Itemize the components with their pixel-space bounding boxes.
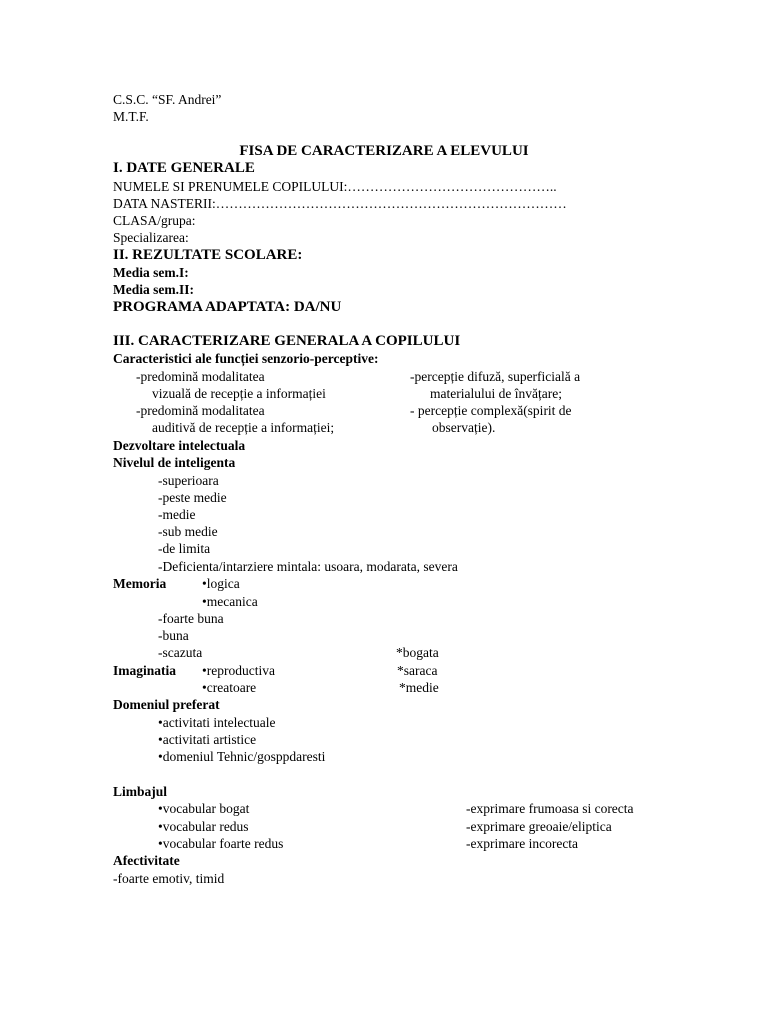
imagination-type: •reproductiva: [202, 663, 275, 678]
senzorio-right-1a: -percepție difuză, superficială a: [410, 369, 581, 384]
imagination-label: Imaginatia: [113, 663, 177, 678]
vocabulary-item: •vocabular bogat: [158, 801, 250, 816]
senzorio-heading: Caracteristici ale funcției senzorio-perceptive:: [113, 351, 379, 366]
intelligence-item: -Deficienta/intarziere mintala: usoara, modarata, severa: [158, 559, 458, 574]
intelligence-item: -superioara: [158, 473, 219, 488]
imagination-level: *bogata: [396, 645, 439, 660]
memory-level: -scazuta: [158, 645, 203, 660]
language-heading: Limbajul: [113, 784, 168, 799]
section-general-heading: I. DATE GENERALE: [113, 160, 255, 176]
senzorio-left-1b: vizuală de recepție a informației: [152, 386, 326, 401]
class-field: CLASA/grupa:: [113, 213, 196, 228]
affectivity-item: -foarte emotiv, timid: [113, 871, 225, 886]
senzorio-left-2a: -predomină modalitatea: [136, 403, 265, 418]
affectivity-heading: Afectivitate: [113, 853, 180, 868]
unit-name: M.T.F.: [113, 109, 149, 124]
imagination-level: *medie: [399, 680, 439, 695]
specialization-field: Specializarea:: [113, 230, 189, 245]
semester2-average: Media sem.II:: [113, 282, 194, 297]
imagination-level: *saraca: [397, 663, 438, 678]
expression-item: -exprimare frumoasa si corecta: [466, 801, 634, 816]
senzorio-right-2a: - percepție complexă(spirit de: [410, 403, 572, 418]
preferred-domain-item: •activitati artistice: [158, 732, 257, 747]
intellect-heading: Dezvoltare intelectuala: [113, 438, 246, 453]
child-name-field: NUMELE SI PRENUMELE COPILULUI:………………………………………..: [113, 179, 557, 194]
memory-level: -buna: [158, 628, 189, 643]
memory-type: •mecanica: [202, 594, 258, 609]
page-title: FISA DE CARACTERIZARE A ELEVULUI: [239, 143, 529, 159]
intelligence-item: -de limita: [158, 541, 211, 556]
vocabulary-item: •vocabular foarte redus: [158, 836, 284, 851]
section-characterization-heading: III. CARACTERIZARE GENERALA A COPILULUI: [113, 333, 461, 349]
preferred-domain-heading: Domeniul preferat: [113, 697, 220, 712]
vocabulary-item: •vocabular redus: [158, 819, 249, 834]
section-results-heading: II. REZULTATE SCOLARE:: [113, 247, 303, 263]
expression-item: -exprimare greoaie/eliptica: [466, 819, 612, 834]
expression-item: -exprimare incorecta: [466, 836, 579, 851]
senzorio-right-1b: materialului de învățare;: [430, 386, 562, 401]
imagination-type: •creatoare: [202, 680, 257, 695]
birth-date-field: DATA NASTERII:……………………………………………………………………: [113, 196, 567, 211]
school-name: C.S.C. “SF. Andrei”: [113, 92, 222, 107]
senzorio-right-2b: observație).: [432, 420, 496, 435]
memory-level: -foarte buna: [158, 611, 224, 626]
semester1-average: Media sem.I:: [113, 265, 189, 280]
senzorio-left-1a: -predomină modalitatea: [136, 369, 265, 384]
intelligence-item: -medie: [158, 507, 196, 522]
memory-type: •logica: [202, 576, 240, 591]
preferred-domain-item: •domeniul Tehnic/gosppdaresti: [158, 749, 326, 764]
intelligence-item: -peste medie: [158, 490, 227, 505]
memory-label: Memoria: [113, 576, 167, 591]
intelligence-level-heading: Nivelul de inteligenta: [113, 455, 236, 470]
intelligence-item: -sub medie: [158, 524, 218, 539]
preferred-domain-item: •activitati intelectuale: [158, 715, 276, 730]
senzorio-left-2b: auditivă de recepție a informației;: [152, 420, 335, 435]
adapted-program-field: PROGRAMA ADAPTATA: DA/NU: [113, 299, 342, 315]
